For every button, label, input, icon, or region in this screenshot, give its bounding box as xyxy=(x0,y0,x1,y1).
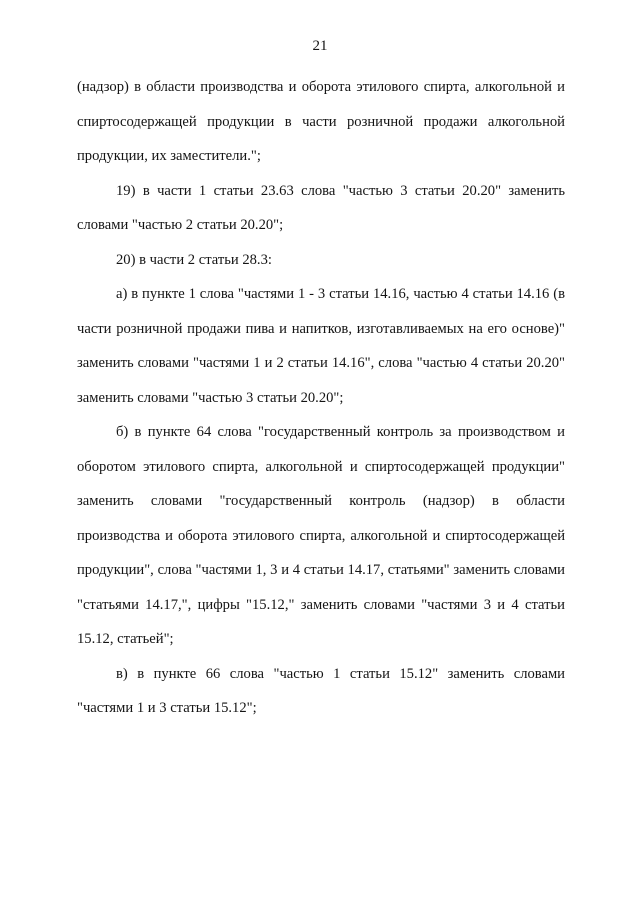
paragraph-subitem-b: б) в пункте 64 слова "государственный контроль за производством и оборотом этилового спирта, алкогольной и спиртосодержащей продукции" заменить словами "государственный контроль (надзор) в области производства и оборота этилового спирта, алкогольной и спиртосодержащей продукции", слова "частями 1, 3 и 4 статьи 14.17, статьями" заменить словами "статьями 14.17,", цифры "15.12," заменить словами "частями 3 и 4 статьи 15.12, статьей"; xyxy=(77,424,565,647)
page-number: 21 xyxy=(312,38,328,54)
paragraph-item-20: 20) в части 2 статьи 28.3: xyxy=(116,251,272,268)
paragraph-subitem-a: а) в пункте 1 слова "частями 1 - 3 статьи 14.16, частью 4 статьи 14.16 (в части розничной продажи пива и напитков, изготавливаемых на его основе)" заменить словами "частями 1 и 2 статьи 14.16", слова "частью 4 статьи 20.20" заменить словами "частью 3 статьи 20.20"; xyxy=(77,286,565,406)
paragraph-item-19: 19) в части 1 статьи 23.63 слова "частью 3 статьи 20.20" заменить словами "частью 2 статьи 20.20"; xyxy=(77,182,565,233)
document-body xyxy=(77,70,565,726)
paragraph-subitem-v: в) в пункте 66 слова "частью 1 статьи 15.12" заменить словами "частями 1 и 3 статьи 15.12"; xyxy=(77,665,565,716)
paragraph-continuation: (надзор) в области производства и оборота этилового спирта, алкогольной и спиртосодержащей продукции в части розничной продажи алкогольной продукции, их заместители."; xyxy=(77,79,565,164)
